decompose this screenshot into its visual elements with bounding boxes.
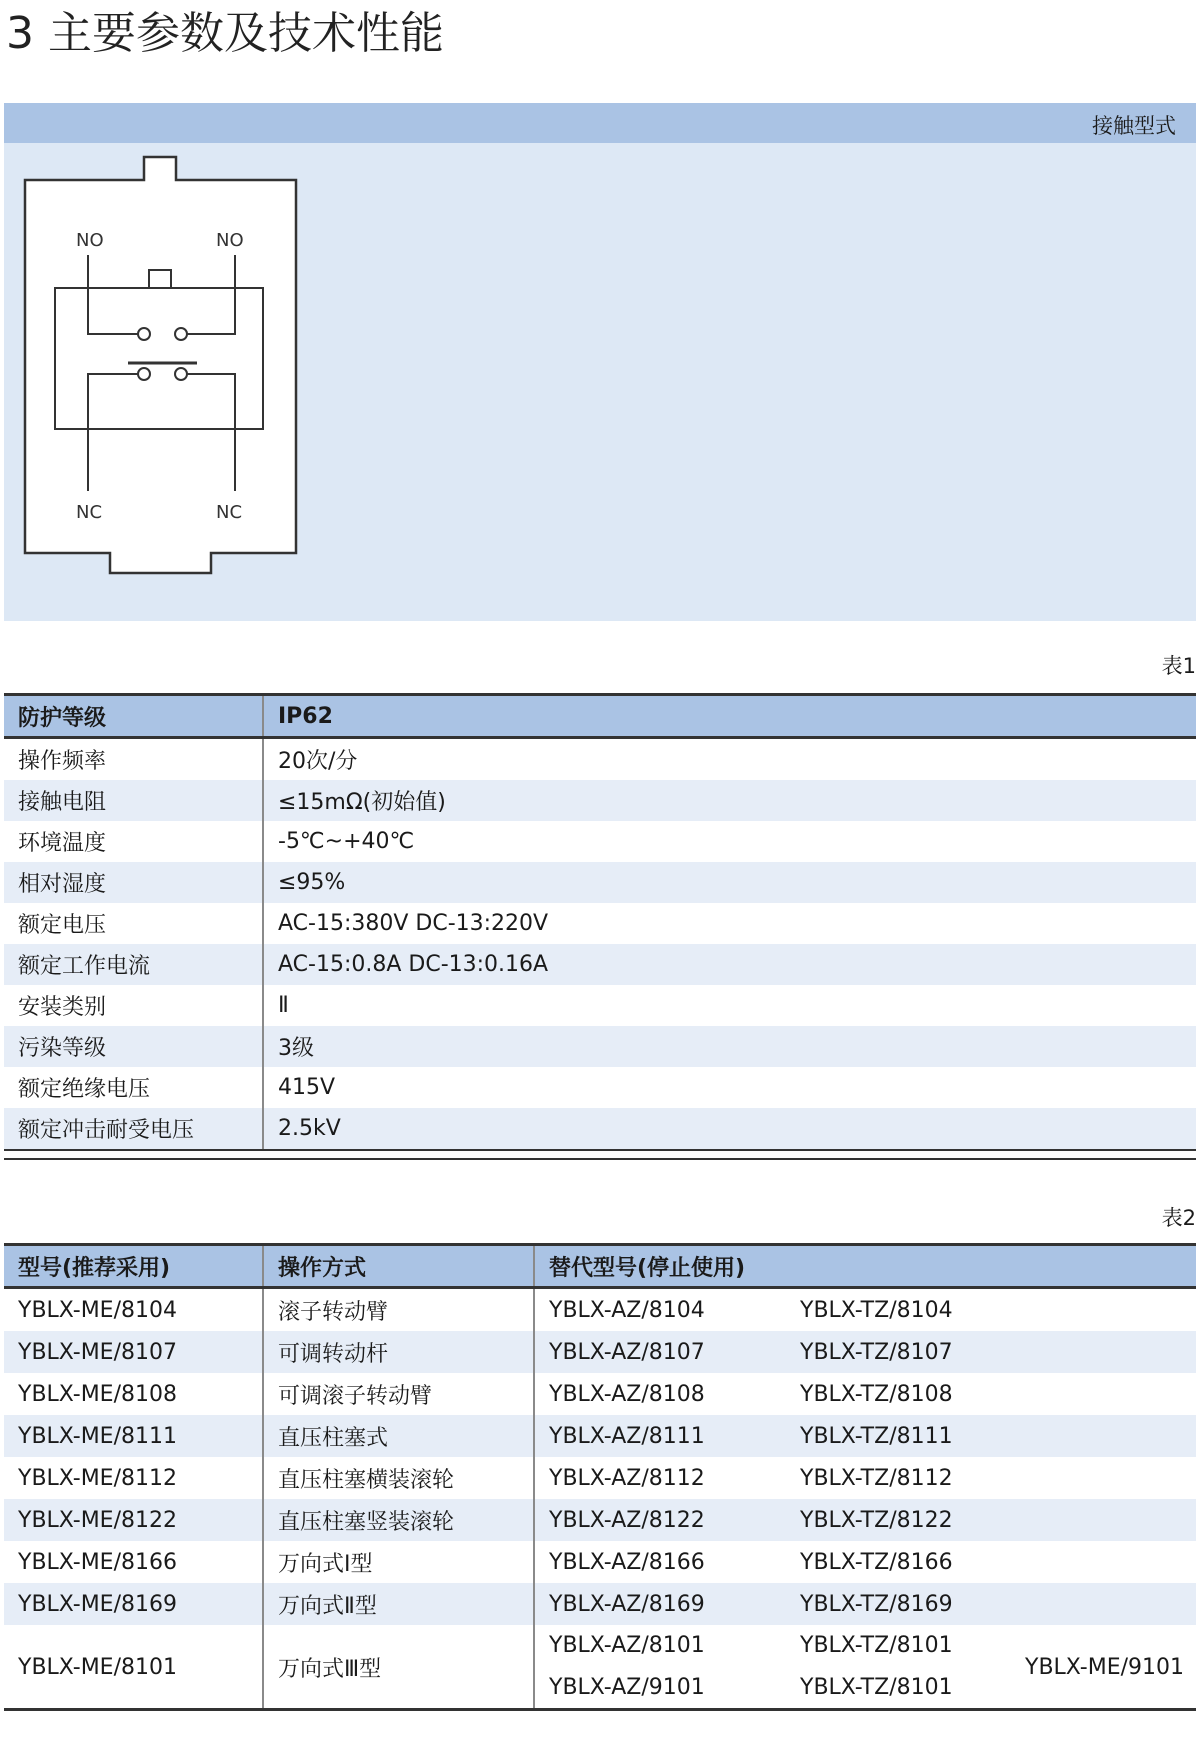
param-label: 相对湿度	[4, 862, 263, 903]
operation-cell: 可调转动杆	[263, 1331, 534, 1373]
model-cell: YBLX-ME/8104	[4, 1288, 263, 1332]
param-value: ≤15mΩ(初始值)	[263, 780, 1196, 821]
param-label: 接触电阻	[4, 780, 263, 821]
table-row	[4, 1541, 1196, 1583]
table-row	[4, 903, 1196, 944]
table-row	[4, 1108, 1196, 1150]
alt-tz-cell: YBLX-TZ/8101	[800, 1675, 953, 1700]
nc-label-right: NC	[216, 502, 243, 523]
alt-az-cell: YBLX-AZ/8108	[534, 1373, 786, 1415]
table-row	[4, 1583, 1196, 1625]
alt-tz-cell: YBLX-TZ/8101	[800, 1633, 953, 1658]
contact-diagram-panel	[4, 143, 1196, 621]
table-row	[4, 1067, 1196, 1108]
param-label: 额定电压	[4, 903, 263, 944]
param-value: 20次/分	[263, 738, 1196, 781]
model-cell: YBLX-ME/8111	[4, 1415, 263, 1457]
table-row	[4, 1331, 1196, 1373]
alt-tz-cell: YBLX-TZ/8111	[786, 1415, 1196, 1457]
table-row	[4, 780, 1196, 821]
table-row	[4, 944, 1196, 985]
model-cell: YBLX-ME/8108	[4, 1373, 263, 1415]
table-row	[4, 1457, 1196, 1499]
models-table-header	[4, 1245, 1196, 1288]
operation-cell: 万向式Ⅰ型	[263, 1541, 534, 1583]
specs-table	[4, 693, 1196, 1151]
alt-tz-cell: YBLX-TZ/8108	[786, 1373, 1196, 1415]
alt-az-cell: YBLX-AZ/8169	[534, 1583, 786, 1625]
contact-diagram	[4, 143, 324, 621]
alt-az-stack	[534, 1625, 786, 1710]
model-cell: YBLX-ME/8112	[4, 1457, 263, 1499]
alt-az-cell: YBLX-AZ/8107	[534, 1331, 786, 1373]
nc-label-left: NC	[76, 502, 103, 523]
alt-az-cell: YBLX-AZ/8166	[534, 1541, 786, 1583]
contact-type-header	[4, 103, 1196, 143]
page-title: 3 主要参数及技术性能	[6, 8, 444, 59]
operation-cell: 直压柱塞横装滚轮	[263, 1457, 534, 1499]
no-label-left: NO	[76, 230, 104, 251]
table-row	[4, 1026, 1196, 1067]
alt-az-cell: YBLX-AZ/8111	[534, 1415, 786, 1457]
param-label: 操作频率	[4, 738, 263, 781]
model-cell: YBLX-ME/8169	[4, 1583, 263, 1625]
operation-cell: 万向式Ⅲ型	[263, 1625, 534, 1710]
alt-az-cell: YBLX-AZ/8104	[534, 1288, 786, 1332]
header-model: 型号(推荐采用)	[4, 1245, 263, 1288]
table-row	[4, 738, 1196, 781]
model-cell: YBLX-ME/8122	[4, 1499, 263, 1541]
table2-end-rule	[4, 1708, 1196, 1710]
param-value: ≤95%	[263, 862, 1196, 903]
alt-tz-cell: YBLX-TZ/8169	[786, 1583, 1196, 1625]
alt-tz-cell: YBLX-TZ/8104	[786, 1288, 1196, 1332]
model-cell: YBLX-ME/8166	[4, 1541, 263, 1583]
model-cell: YBLX-ME/8101	[4, 1625, 263, 1710]
table-row	[4, 1625, 1196, 1710]
no-label-right: NO	[216, 230, 244, 251]
table2-caption: 表2	[1161, 1206, 1196, 1230]
table1-end-rule	[4, 1158, 1196, 1160]
header-replacement: 替代型号(停止使用)	[534, 1245, 1196, 1288]
table-row	[4, 1415, 1196, 1457]
table-row	[4, 1373, 1196, 1415]
param-value: 3级	[263, 1026, 1196, 1067]
param-label: 安装类别	[4, 985, 263, 1026]
alt-tz-cell: YBLX-TZ/8122	[786, 1499, 1196, 1541]
alt-me-cell: YBLX-ME/9101	[1025, 1654, 1184, 1680]
alt-tz-stack	[786, 1625, 1196, 1710]
operation-cell: 直压柱塞式	[263, 1415, 534, 1457]
operation-cell: 滚子转动臂	[263, 1288, 534, 1332]
alt-az-cell: YBLX-AZ/8122	[534, 1499, 786, 1541]
header-label: 防护等级	[4, 695, 263, 738]
param-value: AC-15:0.8A DC-13:0.16A	[263, 944, 1196, 985]
alt-az-cell: YBLX-AZ/8112	[534, 1457, 786, 1499]
alt-az-cell: YBLX-AZ/9101	[549, 1675, 705, 1700]
operation-cell: 可调滚子转动臂	[263, 1373, 534, 1415]
param-label: 额定绝缘电压	[4, 1067, 263, 1108]
param-value: Ⅱ	[263, 985, 1196, 1026]
model-cell: YBLX-ME/8107	[4, 1331, 263, 1373]
alt-tz-cell: YBLX-TZ/8107	[786, 1331, 1196, 1373]
param-value: 2.5kV	[263, 1108, 1196, 1150]
alt-az-cell: YBLX-AZ/8101	[549, 1633, 705, 1658]
operation-cell: 直压柱塞竖装滚轮	[263, 1499, 534, 1541]
header-value: IP62	[263, 695, 1196, 738]
param-label: 污染等级	[4, 1026, 263, 1067]
table-row	[4, 985, 1196, 1026]
param-label: 额定工作电流	[4, 944, 263, 985]
operation-cell: 万向式Ⅱ型	[263, 1583, 534, 1625]
models-table	[4, 1243, 1196, 1711]
table-row	[4, 1499, 1196, 1541]
param-value: -5℃~+40℃	[263, 821, 1196, 862]
alt-tz-cell: YBLX-TZ/8112	[786, 1457, 1196, 1499]
table1-caption: 表1	[1161, 654, 1196, 678]
table-row	[4, 821, 1196, 862]
table-row	[4, 1288, 1196, 1332]
contact-type-label: 接触型式	[1092, 114, 1176, 138]
param-label: 额定冲击耐受电压	[4, 1108, 263, 1150]
table-row	[4, 862, 1196, 903]
specs-table-header	[4, 695, 1196, 738]
header-operation: 操作方式	[263, 1245, 534, 1288]
param-value: AC-15:380V DC-13:220V	[263, 903, 1196, 944]
param-label: 环境温度	[4, 821, 263, 862]
alt-tz-cell: YBLX-TZ/8166	[786, 1541, 1196, 1583]
param-value: 415V	[263, 1067, 1196, 1108]
